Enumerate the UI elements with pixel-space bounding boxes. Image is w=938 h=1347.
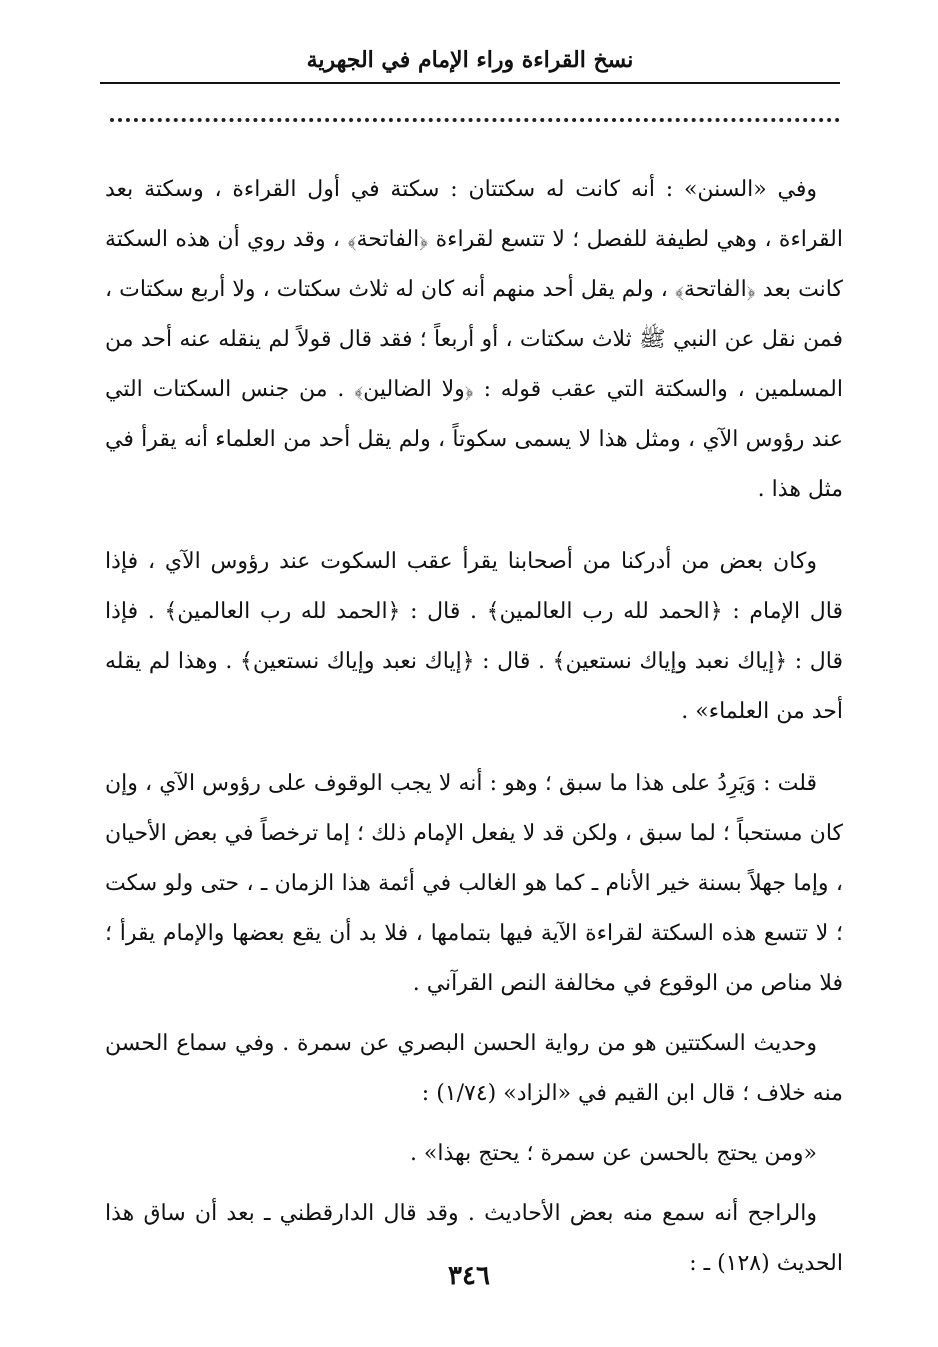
- paragraph-hadith-chain: وحديث السكتتين هو من رواية الحسن البصري عن سمرة . وفي سماع الحسن منه خلاف ؛ قال ابن القيم في «الزاد» (١/٧٤) :: [105, 1031, 843, 1106]
- header-rule: [100, 82, 840, 84]
- running-header-title: نسخ القراءة وراء الإمام في الجهرية: [306, 47, 634, 73]
- paragraph-companions: وكان بعض من أدركنا من أصحابنا يقرأ عقب السكوت عند رؤوس الآي ، فإذا قال الإمام : ﴿الحمد لله رب العالمين﴾ . قال : ﴿الحمد لله رب العالمين﴾ . فإذا قال : ﴿إياك نعبد وإياك نستعين﴾ . قال : ﴿إياك نعبد وإياك نستعين﴾ . وهذا لم يقله أحد من العلماء» .: [105, 549, 843, 724]
- page-number: ٣٤٦: [448, 1261, 490, 1291]
- paragraph-quote: «ومن يحتج بالحسن عن سمرة ؛ يحتج بهذا» .: [409, 1141, 817, 1166]
- paragraph-conclusion: والراجح أنه سمع منه بعض الأحاديث . وقد قال الدارقطني ـ بعد أن ساق هذا الحديث (١٢٨) ـ :: [105, 1201, 843, 1276]
- dotted-separator: [110, 118, 840, 122]
- body-text: [105, 165, 843, 1299]
- paragraph-comment: قلت : وَيَرِدُ على هذا ما سبق ؛ وهو : أنه لا يجب الوقوف على رؤوس الآي ، وإن كان مستحباً ؛ لما سبق ، ولكن قد لا يفعل الإمام ذلك ؛ إما ترخصاً في بعض الأحيان ، وإما جهلاً بسنة خير الأنام ـ كما هو الغالب في أئمة هذا الزمان ـ ، حتى ولو سكت ؛ لا تتسع هذه السكتة لقراءة الآية فيها بتمامها ، فلا بد أن يقع بعضها والإمام يقرأ ؛ فلا مناص من الوقوع في مخالفة النص القرآني .: [105, 771, 843, 996]
- paragraph-sunan: وفي «السنن» : أنه كانت له سكتتان : سكتة في أول القراءة ، وسكتة بعد القراءة ، وهي لطيفة للفصل ؛ لا تتسع لقراءة ﴿الفاتحة﴾ ، وقد روي أن هذه السكتة كانت بعد ﴿الفاتحة﴾ ، ولم يقل أحد منهم أنه كان له ثلاث سكتات ، ولا أربع سكتات ، فمن نقل عن النبي ﷺ ثلاث سكتات ، أو أربعاً ؛ فقد قال قولاً لم ينقله عنه أحد من المسلمين ، والسكتة التي عقب قوله : ﴿ولا الضالين﴾ . من جنس السكتات التي عند رؤوس الآي ، ومثل هذا لا يسمى سكوتاً ، ولم يقل أحد من العلماء أنه يقرأ في مثل هذا .: [105, 177, 843, 502]
